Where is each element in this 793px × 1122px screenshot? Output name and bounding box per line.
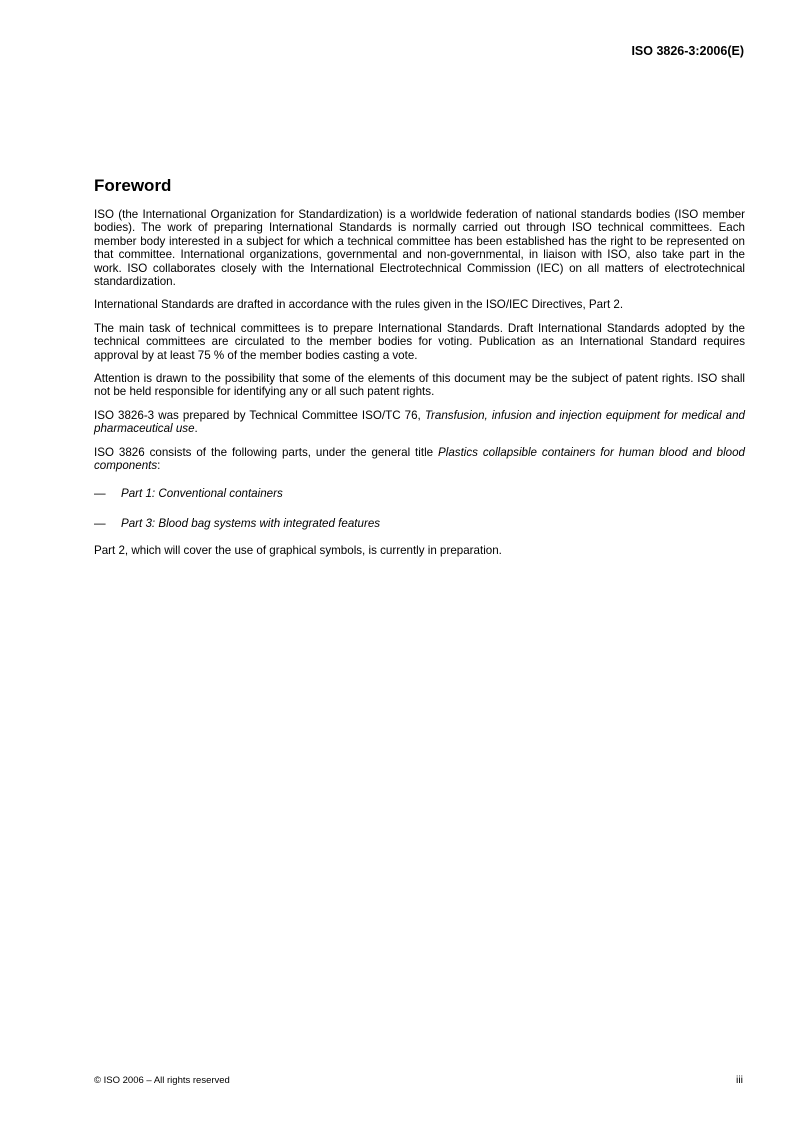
paragraph-main-task: The main task of technical committees is to prepare International Standards. Draft International Standards adopted by the technical committees are circulated to the member bodies for voting. Publication as an International Standard requires approval by at least 75 % of the member bodies casting a vote.: [94, 321, 745, 362]
list-dash: —: [94, 516, 106, 530]
list-item: [94, 487, 745, 500]
list-dash: —: [94, 486, 106, 500]
committee-title: Transfusion, infusion and injection equipment for medical and pharmaceutical use: [94, 408, 745, 436]
document-id: ISO 3826-3:2006(E): [631, 44, 744, 58]
paragraph-part2: Part 2, which will cover the use of graphical symbols, is currently in preparation.: [94, 544, 502, 558]
paragraph-directives: International Standards are drafted in accordance with the rules given in the ISO/IEC Directives, Part 2.: [94, 298, 624, 312]
section-title: Foreword: [94, 176, 172, 195]
paragraph-parts-intro: [94, 446, 745, 473]
copyright-notice: © ISO 2006 – All rights reserved: [94, 1075, 230, 1086]
paragraph-iso-intro: ISO (the International Organization for Standardization) is a worldwide federation of national standards bodies (ISO member bodies). The work of preparing International Standards is normally carried out through ISO technical committees. Each member body interested in a subject for which a technical committee has been established has the right to be represented on that committee. International organizations, governmental and non-governmental, in liaison with ISO, also take part in the work. ISO collaborates closely with the International Electrotechnical Commission (IEC) on all matters of electrotechnical standardization.: [94, 208, 745, 289]
prepared-by-text: ISO 3826-3 was prepared by Technical Committee ISO/TC 76,: [94, 408, 425, 422]
foreword-section: [94, 176, 745, 568]
list-item-text: Part 1: Conventional containers: [121, 486, 283, 500]
list-item: [94, 517, 745, 530]
paragraph-patent-rights: Attention is drawn to the possibility that some of the elements of this document may be the subject of patent rights. ISO shall not be held responsible for identifying any or all such patent rights.: [94, 372, 745, 399]
paragraph-prepared-by: [94, 409, 745, 436]
general-title: Plastics collapsible containers for human blood and blood components: [94, 445, 745, 473]
prepared-by-end: .: [194, 422, 198, 436]
list-item-text: Part 3: Blood bag systems with integrated features: [121, 516, 381, 530]
parts-intro-end: :: [157, 459, 161, 473]
page-number: iii: [736, 1074, 743, 1086]
parts-intro-text: ISO 3826 consists of the following parts, under the general title: [94, 445, 439, 459]
